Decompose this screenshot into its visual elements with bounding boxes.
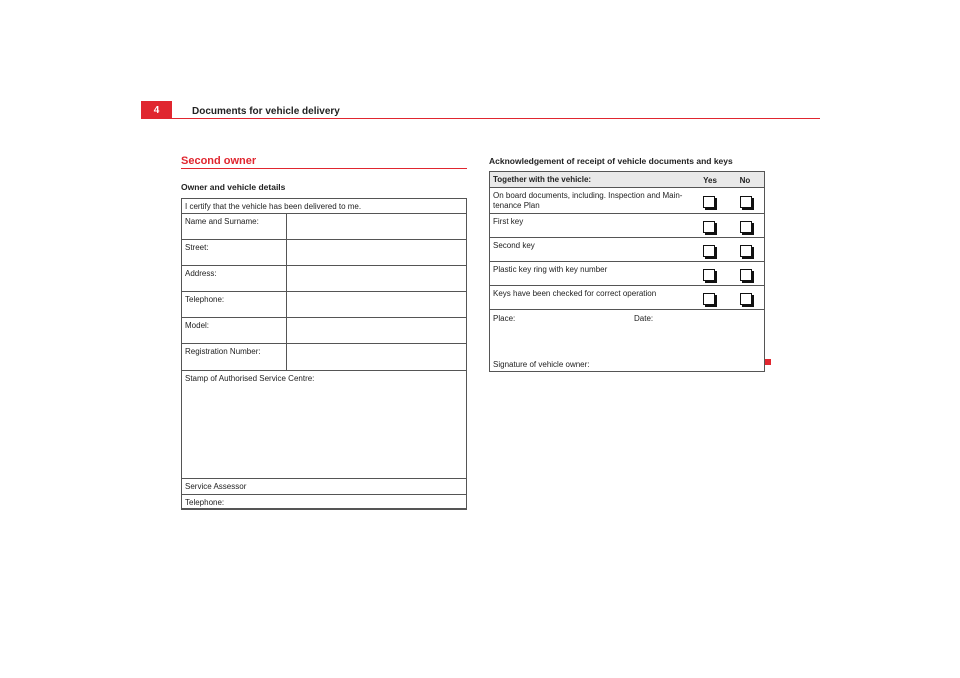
yes-checkbox[interactable]	[703, 196, 715, 208]
acknowledgement-table	[489, 171, 765, 372]
field-label: Telephone:	[185, 295, 225, 304]
assessor-label: Service Assessor	[185, 482, 247, 491]
table-row	[490, 262, 764, 286]
certify-row	[182, 199, 466, 214]
no-checkbox[interactable]	[740, 221, 752, 233]
date-label: Date:	[634, 314, 654, 323]
certify-text: I certify that the vehicle has been delivered to me.	[185, 202, 362, 211]
acknowledgement-heading: Acknowledgement of receipt of vehicle documents and keys	[489, 156, 733, 166]
place-label: Place:	[493, 314, 516, 323]
table-header	[490, 172, 764, 188]
section-rule	[181, 168, 467, 169]
table-row	[490, 286, 764, 310]
field-row	[182, 240, 466, 266]
field-row	[182, 266, 466, 292]
no-checkbox[interactable]	[740, 269, 752, 281]
item-label: Keys have been checked for correct operation	[493, 289, 657, 298]
field-row	[182, 214, 466, 240]
assessor-phone-row	[182, 495, 466, 509]
field-row	[182, 292, 466, 318]
field-label: Model:	[185, 321, 210, 330]
stamp-label: Stamp of Authorised Service Centre:	[185, 374, 315, 383]
item-label: First key	[493, 217, 524, 226]
item-label: Second key	[493, 241, 535, 250]
item-label: On board documents, including. Inspection and Main-tenance Plan	[493, 191, 683, 210]
table-row	[490, 188, 764, 214]
field-label: Registration Number:	[185, 347, 261, 356]
page-header-title: Documents for vehicle delivery	[192, 106, 340, 117]
no-column-label: No	[739, 176, 751, 185]
item-label: Plastic key ring with key number	[493, 265, 608, 274]
yes-checkbox[interactable]	[703, 293, 715, 305]
owner-details-form	[181, 198, 467, 510]
field-row	[182, 318, 466, 344]
field-label: Name and Surname:	[185, 217, 259, 226]
assessor-phone-label: Telephone:	[185, 498, 225, 507]
end-of-section-marker	[765, 359, 771, 365]
header-label: Together with the vehicle:	[493, 175, 592, 184]
no-checkbox[interactable]	[740, 293, 752, 305]
page-number-badge: 4	[141, 101, 172, 119]
yes-checkbox[interactable]	[703, 221, 715, 233]
yes-checkbox[interactable]	[703, 269, 715, 281]
field-label: Street:	[185, 243, 209, 252]
header-rule	[172, 118, 820, 119]
no-checkbox[interactable]	[740, 196, 752, 208]
yes-column-label: Yes	[703, 176, 717, 185]
field-row	[182, 344, 466, 371]
table-row	[490, 238, 764, 262]
section-title: Second owner	[181, 155, 257, 167]
owner-details-heading: Owner and vehicle details	[181, 182, 286, 192]
field-label: Address:	[185, 269, 217, 278]
no-checkbox[interactable]	[740, 245, 752, 257]
assessor-row	[182, 479, 466, 495]
signature-label: Signature of vehicle owner:	[493, 360, 590, 369]
column-divider	[286, 214, 287, 371]
table-row	[490, 214, 764, 238]
yes-checkbox[interactable]	[703, 245, 715, 257]
stamp-row	[182, 371, 466, 479]
